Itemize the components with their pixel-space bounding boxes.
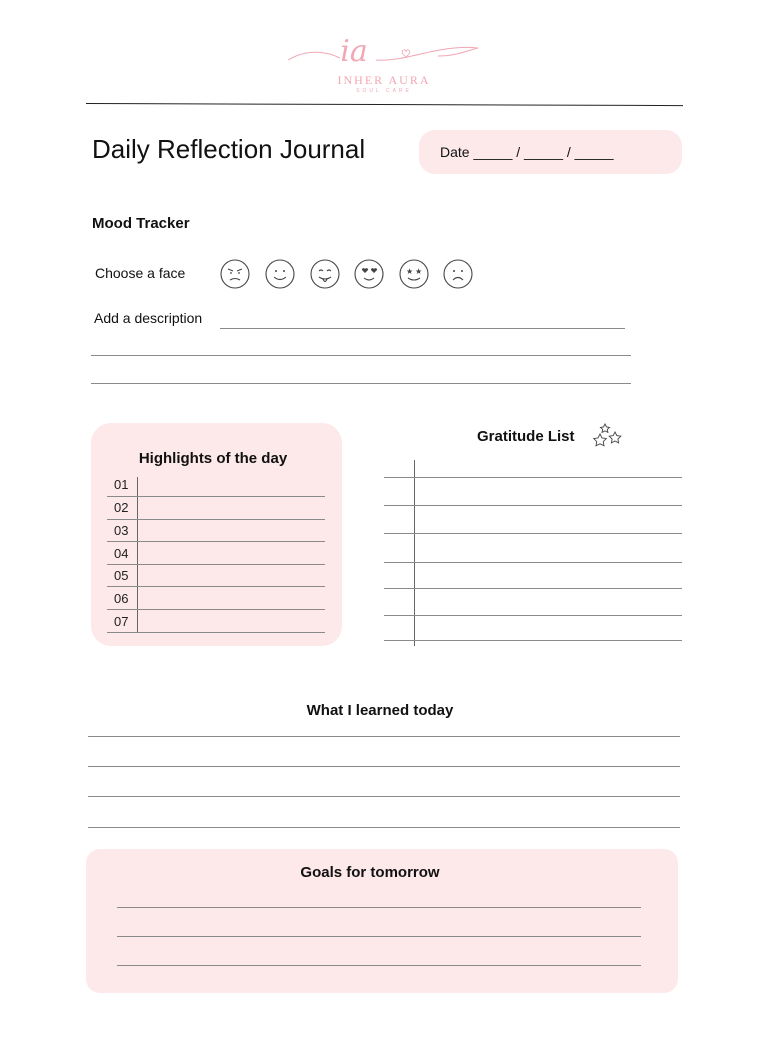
mood-faces — [219, 258, 479, 290]
logo-monogram: ia — [340, 34, 368, 69]
highlights-panel — [91, 423, 342, 646]
date-field[interactable] — [419, 130, 682, 174]
highlights-title: Highlights of the day — [138, 450, 288, 467]
brand-tagline: SOUL CARE — [356, 88, 412, 94]
highlight-number: 04 — [114, 546, 129, 561]
page-title: Daily Reflection Journal — [92, 134, 366, 164]
brand-name: INHER AURA — [337, 73, 431, 87]
gratitude-line[interactable] — [384, 505, 682, 506]
goals-line[interactable] — [117, 907, 641, 908]
choose-face-label: Choose a face — [95, 265, 186, 281]
highlight-line[interactable] — [107, 519, 325, 520]
goals-line[interactable] — [117, 965, 641, 966]
header-divider — [86, 103, 683, 106]
gratitude-line[interactable] — [384, 562, 682, 563]
highlight-line[interactable] — [107, 496, 325, 497]
learned-line[interactable] — [88, 827, 680, 828]
mood-tracker-heading: Mood Tracker — [92, 215, 190, 232]
highlight-number: 06 — [114, 591, 129, 606]
highlight-number: 01 — [114, 477, 129, 492]
description-line[interactable] — [220, 328, 625, 329]
highlight-number: 05 — [114, 568, 129, 583]
svg-text:★: ★ — [415, 267, 423, 276]
highlight-line[interactable] — [107, 564, 325, 565]
gratitude-line[interactable] — [384, 588, 682, 589]
sad-face-icon[interactable] — [442, 258, 474, 290]
svg-text:★: ★ — [406, 267, 414, 276]
gratitude-line[interactable] — [384, 640, 682, 641]
angry-face-icon[interactable] — [219, 258, 251, 290]
tongue-face-icon[interactable] — [309, 258, 341, 290]
gratitude-title: Gratitude List — [477, 428, 575, 445]
highlight-number: 03 — [114, 523, 129, 538]
goals-line[interactable] — [117, 936, 641, 937]
highlight-line[interactable] — [107, 541, 325, 542]
highlight-number: 02 — [114, 500, 129, 515]
description-line[interactable] — [91, 383, 631, 384]
description-label: Add a description — [94, 310, 203, 326]
goals-panel — [86, 849, 678, 993]
gratitude-line[interactable] — [384, 477, 682, 478]
gratitude-margin-line — [414, 460, 415, 646]
learned-line[interactable] — [88, 766, 680, 767]
highlight-line[interactable] — [107, 586, 325, 587]
brand-logo — [268, 30, 500, 96]
gratitude-line[interactable] — [384, 533, 682, 534]
learned-title: What I learned today — [306, 702, 454, 719]
highlight-line[interactable] — [107, 609, 325, 610]
highlight-number: 07 — [114, 614, 129, 629]
heart-eyes-face-icon[interactable] — [353, 258, 385, 290]
goals-title: Goals for tomorrow — [300, 864, 440, 881]
smiling-face-icon[interactable] — [264, 258, 296, 290]
highlight-line[interactable] — [107, 632, 325, 633]
learned-line[interactable] — [88, 796, 680, 797]
star-eyes-face-icon[interactable] — [398, 258, 430, 290]
description-line[interactable] — [91, 355, 631, 356]
learned-line[interactable] — [88, 736, 680, 737]
gratitude-line[interactable] — [384, 615, 682, 616]
date-label: Date _____ / _____ / _____ — [440, 144, 614, 160]
stars-icon — [592, 423, 624, 449]
